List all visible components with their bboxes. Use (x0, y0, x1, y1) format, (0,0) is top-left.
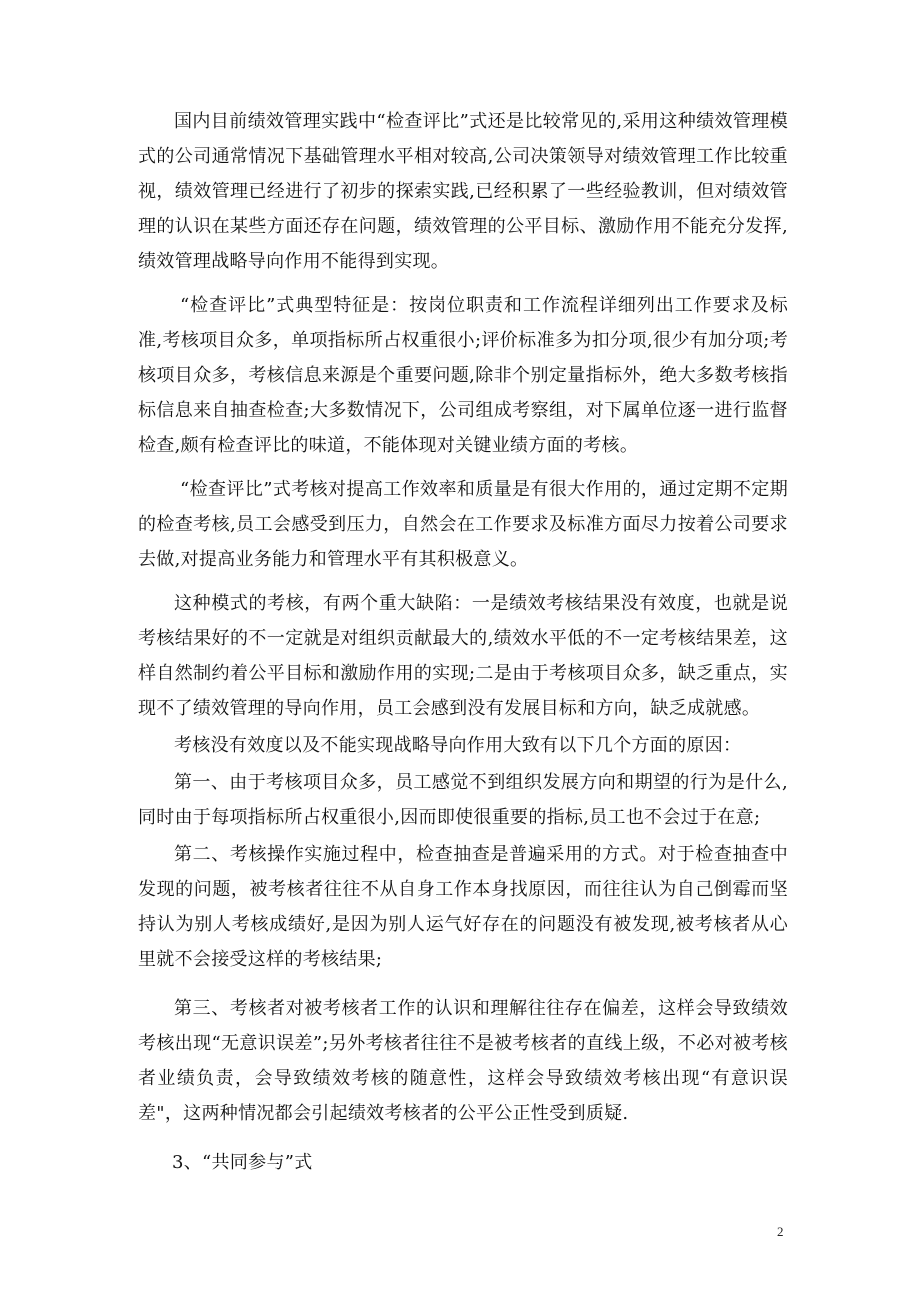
page-number: 2 (777, 1224, 784, 1239)
paragraph-reason-two: 第二、考核操作实施过程中，检查抽查是普遍采用的方式。对于检查抽查中发现的问题，被考核者往往不从自身工作本身找原因，而往往认为自己倒霉而坚持认为别人考核成绩好,是因为别人运气好存在的问题没有被发现,被考核者从心里就不会接受这样的考核结果; (138, 844, 788, 970)
paragraph-benefits: “检查评比”式考核对提高工作效率和质量是有很大作用的，通过定期不定期的检查考核,员工会感受到压力，自然会在工作要求及标准方面尽力按着公司要求去做,对提高业务能力和管理水平有其积极意义。 (138, 479, 788, 570)
document-body (138, 104, 788, 1180)
paragraph-reason-three: 第三、考核者对被考核者工作的认识和理解往往存在偏差，这样会导致绩效考核出现“无意识误差”;另外考核者往往不是被考核者的直线上级，不必对被考核者业绩负责，会导致绩效考核的随意性，这样会导致绩效考核出现“有意识误差"，这两种情况都会引起绩效考核者的公平公正性受到质疑. (138, 998, 788, 1124)
section-heading: 3、“共同参与”式 (172, 1152, 313, 1173)
paragraph-characteristics: “检查评比”式典型特征是：按岗位职责和工作流程详细列出工作要求及标准,考核项目众多，单项指标所占权重很小;评价标准多为扣分项,很少有加分项;考核项目众多，考核信息来源是个重要问题,除非个别定量指标外，绝大多数考核指标信息来自抽查检查;大多数情况下，公司组成考察组，对下属单位逐一进行监督检查,颇有检查评比的味道，不能体现对关键业绩方面的考核。 (138, 295, 788, 456)
paragraph-reason-one: 第一、由于考核项目众多，员工感觉不到组织发展方向和期望的行为是什么,同时由于每项指标所占权重很小,因而即使很重要的指标,员工也不会过于在意; (138, 772, 788, 828)
paragraph-reasons-lead: 考核没有效度以及不能实现战略导向作用大致有以下几个方面的原因： (174, 735, 742, 756)
paragraph-defects: 这种模式的考核，有两个重大缺陷：一是绩效考核结果没有效度，也就是说考核结果好的不一定就是对组织贡献最大的,绩效水平低的不一定考核结果差，这样自然制约着公平目标和激励作用的实现;二是由于考核项目众多，缺乏重点，实现不了绩效管理的导向作用，员工会感到没有发展目标和方向，缺乏成就感。 (138, 593, 788, 719)
paragraph-intro: 国内目前绩效管理实践中“检查评比”式还是比较常见的,采用这种绩效管理模式的公司通常情况下基础管理水平相对较高,公司决策领导对绩效管理工作比较重视，绩效管理已经进行了初步的探索实践,已经积累了一些经验教训，但对绩效管理的认识在某些方面还存在问题，绩效管理的公平目标、激励作用不能充分发挥,绩效管理战略导向作用不能得到实现。 (138, 111, 788, 272)
